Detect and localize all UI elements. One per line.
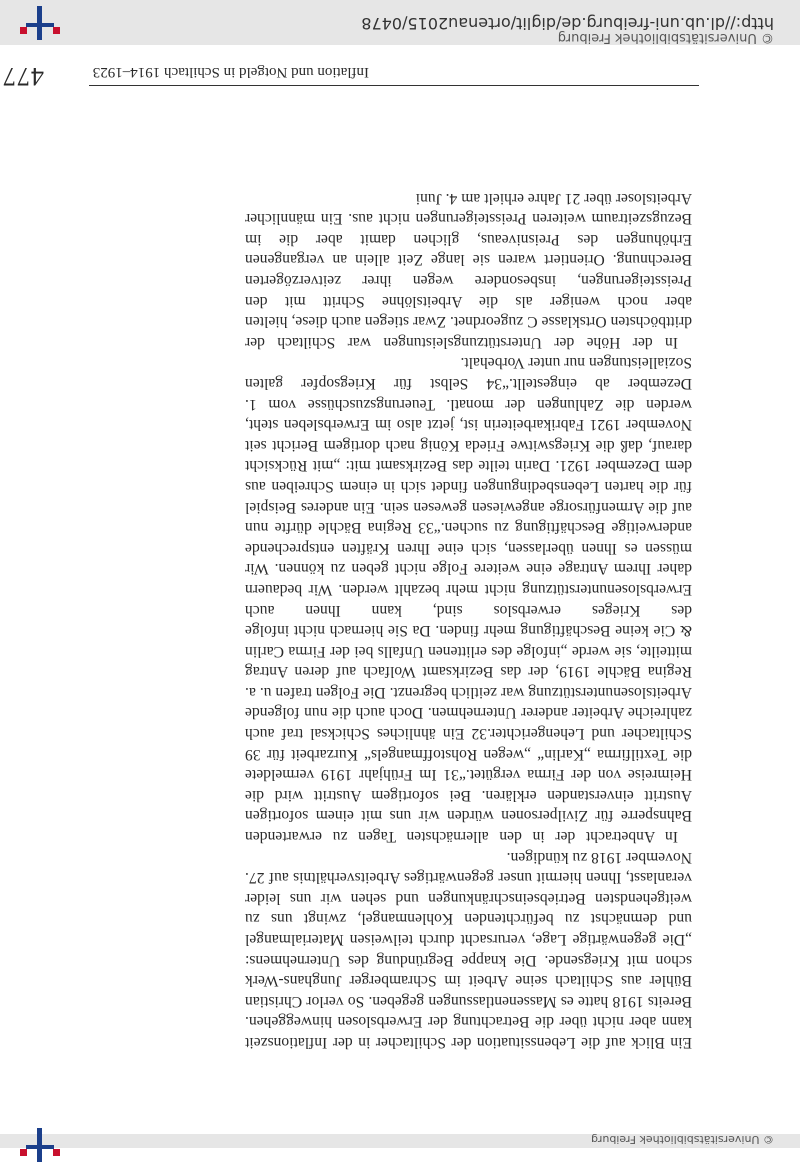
page-number: 477 bbox=[2, 62, 44, 91]
permalink-url[interactable]: http://dl.ub.uni-freiburg.de/diglit/ortenau2015/0478 bbox=[361, 14, 774, 33]
running-title: Inflation und Notgeld in Schiltach 1914–1923 bbox=[92, 64, 369, 80]
running-head bbox=[2, 62, 699, 91]
library-logo-icon-bottom bbox=[20, 0, 60, 40]
copyright-notice-bottom: © Universitätsbibliothek Freiburg bbox=[557, 30, 774, 45]
viewer-top-bar bbox=[0, 1134, 800, 1148]
viewer-bottom-bar bbox=[0, 0, 800, 45]
paragraph-3: In der Höhe der Unterstützungsleistungen war Schiltach der drittböchsten Ortsklasse C zugeordnet. Zwar stiegen auch diese, hielten aber noch weniger als die Arbeitslöhne Schritt mit den Preissteigerungen, insbesondere wegen ihrer zeitverzögerten Berechnung. Orientiert waren sie lange Zeit allein an vergangenen Erhöhungen des Preisniveaus, glichen damit aber die im Bezugszeitraum weiteren Preissteigerungen nicht aus. Ein männlicher Arbeitsloser über 21 Jahre erhielt am 4. Juni bbox=[245, 189, 692, 351]
library-logo-icon-top bbox=[20, 1122, 60, 1162]
paragraph-1: Ein Blick auf die Lebenssituation der Schiltacher in der Inflationszeit kann aber nicht über die Betrachtung der Erwerbslosen hinweggehen. Bereits 1918 hatte es Massenentlassungen gegeben. So verlor Christian Bühler aus Schiltach seine Arbeit im Schramberger Junghans-Werk schon mit Kriegsende. Die knappe Begründung des Unternehmens: „Die gegenwärtige Lage, verursacht durch teilweisen Materialmangel und demnächst zu befürchtenden Kohlenmangel, zwingt uns zu weitgehendsten Betriebseinschränkungen und sehen wir uns leider veranlasst, Ihnen hiermit unser gegenwärtiges Arbeitsverhältnis auf 27. November 1918 zu kündigen. bbox=[245, 848, 692, 1051]
paragraph-2: In Anbetracht der in den allernächsten Tagen zu erwartenden Bahnsperre für Zivilpersonen würden wir uns mit einem sofortigen Austritt einverstanden erklären. Bei sofortigem Austritt wird die Heimreise von der Firma vergütet.“31 Im Frühjahr 1919 vermeldete die Textilfirma „Karlin“ „wegen Rohstoffmangels“ Kurzarbeit für 39 Schiltacher und Lehengerichter.32 Ein ähnliches Schicksal traf auch zahlreiche Arbeiter anderer Unternehmen. Doch auch die nun folgende Arbeitslosenunterstützung war zeitlich begrenzt. Die Folgen trafen u. a. Regina Bächle 1919, der das Bezirksamt Wolfach auf deren Antrag mitteilte, sie werde „infolge des erlittenen Unfalls bei der Firma Carlin & Cie keine Beschäftigung mehr finden. Da Sie hiernach nicht infolge des Krieges erwerbslos sind, kann Ihnen auch Erwerbslosenunterstützung nicht mehr bezahlt werden. Wir bedauern daher Ihrem Antrage eine weitere Folge nicht geben zu können. Wir müssen es Ihnen überlassen, sich eine Ihren Kräften entsprechende anderweitige Beschäftigung zu suchen.“33 Regina Bächle dürfte nun auf die Armenfürsorge angewiesen gewesen sein. Ein anderes Beispiel für die harten Lebensbedingungen findet sich in einem Schreiben aus dem Dezember 1921. Darin teilte das Bezirksamt mit: „mit Rücksicht darauf, daß die Kriegswitwe Frieda König nach dortigem Bericht seit November 1921 Fabrikarbeiterin ist, jetzt also im Erwerbsleben steht, werden die Zahlungen der monatl. Teuerungszuschüsse vom 1. Dezember ab eingestellt.“34 Selbst für Kriegsopfer galten Sozialleistungen nur unter Vorbehalt. bbox=[245, 354, 692, 846]
body-text bbox=[245, 187, 692, 1052]
copyright-notice-top: © Universitätsbibliothek Freiburg bbox=[591, 1133, 774, 1146]
scanned-page bbox=[0, 45, 800, 1108]
